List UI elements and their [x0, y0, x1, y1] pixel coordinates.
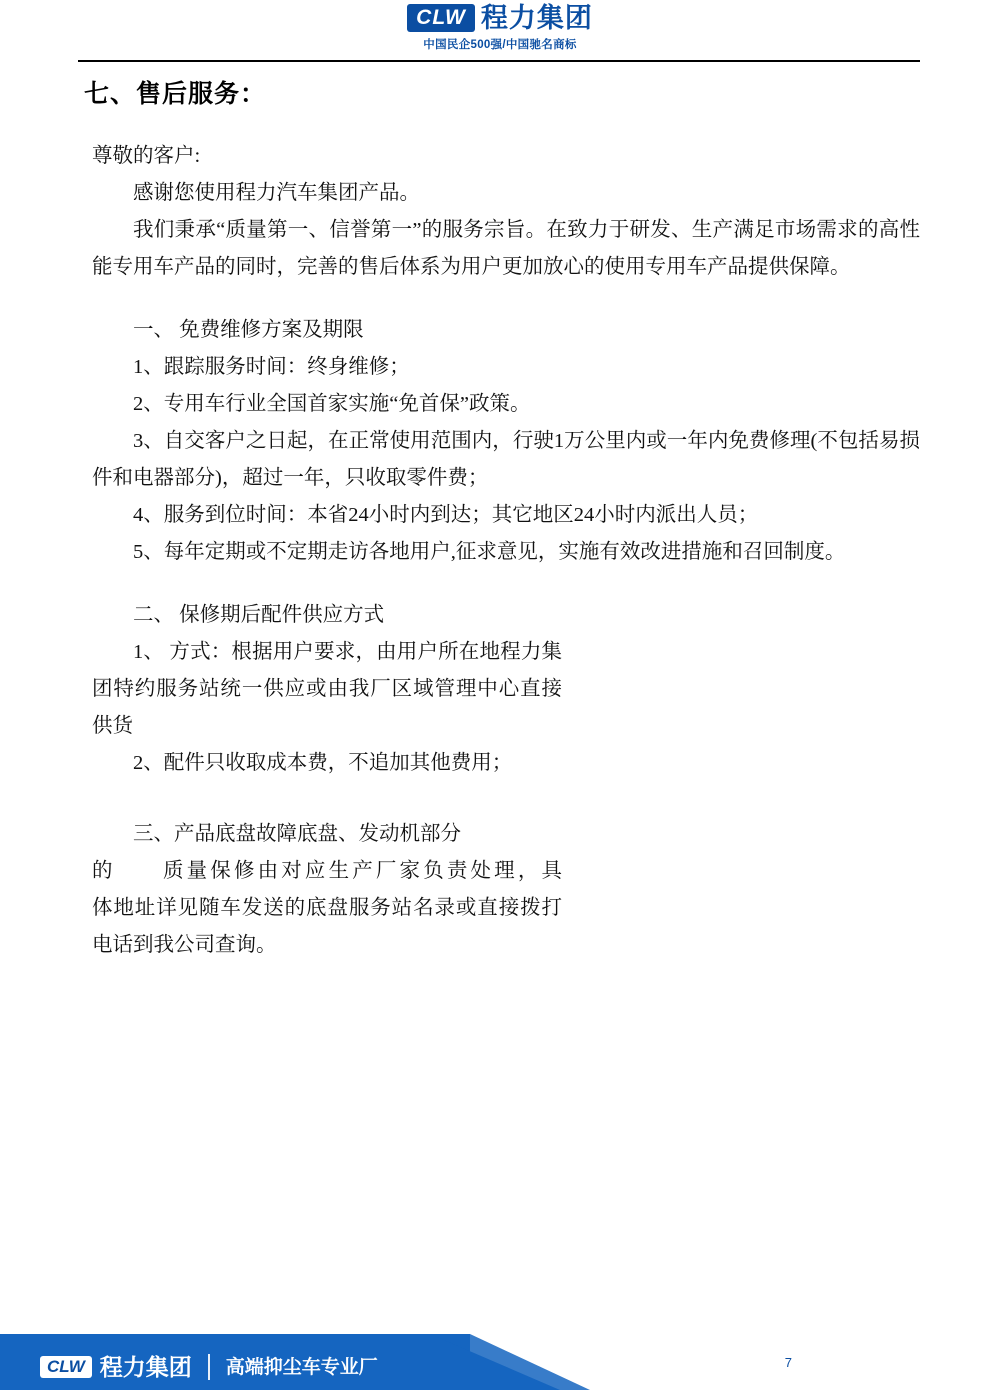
section-1-item-2: 2、专用车行业全国首家实施“免首保”政策。 [133, 393, 531, 415]
document-body [92, 138, 920, 964]
header-divider [78, 60, 920, 62]
intro-paragraph: 我们秉承“质量第一、信誉第一”的服务宗旨。在致力于研发、生产满足市场需求的高性能专用车产品的同时，完善的售后体系为用户更加放心的使用专用车产品提供保障。 [92, 219, 920, 278]
section-2-item-2: 2、配件只收取成本费，不追加其他费用； [133, 752, 513, 774]
footer-band-slant-secondary [470, 1334, 590, 1390]
section-3-body: 的 质量保修由对应生产厂家负责处理，具 体地址详见随车发送的底盘服务站名录或直接拨打电话到我公司查询。 [92, 860, 603, 956]
thanks-paragraph: 感谢您使用程力汽车集团产品。 [133, 182, 420, 204]
section-1-item-4: 4、服务到位时间：本省24小时内到达；其它地区24小时内派出人员； [133, 504, 759, 526]
header-logo [407, 4, 593, 32]
page-footer [0, 1328, 1000, 1390]
company-name-logo: 程力集团 [480, 2, 593, 33]
section-1-item-5: 5、每年定期或不定期走访各地用户,征求意见，实施有效改进措施和召回制度。 [133, 541, 846, 563]
section-2-heading: 二、 保修期后配件供应方式 [133, 604, 385, 626]
salutation: 尊敬的客户: [92, 145, 201, 167]
section-2-item-1: 1、 方式：根据用户要求，由用户所在地程力集团特约服务站统一供应或由我厂区域管理中心直接供货 [92, 641, 562, 737]
section-1-item-3: 3、自交客户之日起，在正常使用范围内，行驶1万公里内或一年内免费修理(不包括易损件和电器部分)，超过一年，只收取零件费； [92, 430, 920, 489]
footer-clw-logo-mark: CLW [40, 1356, 92, 1378]
clw-logo-mark: CLW [407, 4, 475, 32]
footer-divider [208, 1354, 210, 1380]
header-tagline: 中国民企500强/中国驰名商标 [423, 39, 577, 51]
spacer [92, 286, 920, 312]
footer-company-name: 程力集团 [99, 1353, 192, 1380]
spacer [92, 571, 920, 597]
footer-logo [40, 1354, 378, 1380]
spacer [92, 782, 920, 816]
page-title: 七、售后服务： [84, 80, 267, 108]
footer-tagline: 高端抑尘车专业厂 [225, 1356, 378, 1378]
section-3-heading: 三、产品底盘故障底盘、发动机部分 [133, 823, 461, 845]
page-number: 7 [784, 1355, 792, 1370]
page-header [0, 0, 1000, 64]
section-1-item-1: 1、跟踪服务时间：终身维修； [133, 356, 410, 378]
section-1-heading: 一、 免费维修方案及期限 [133, 319, 364, 341]
